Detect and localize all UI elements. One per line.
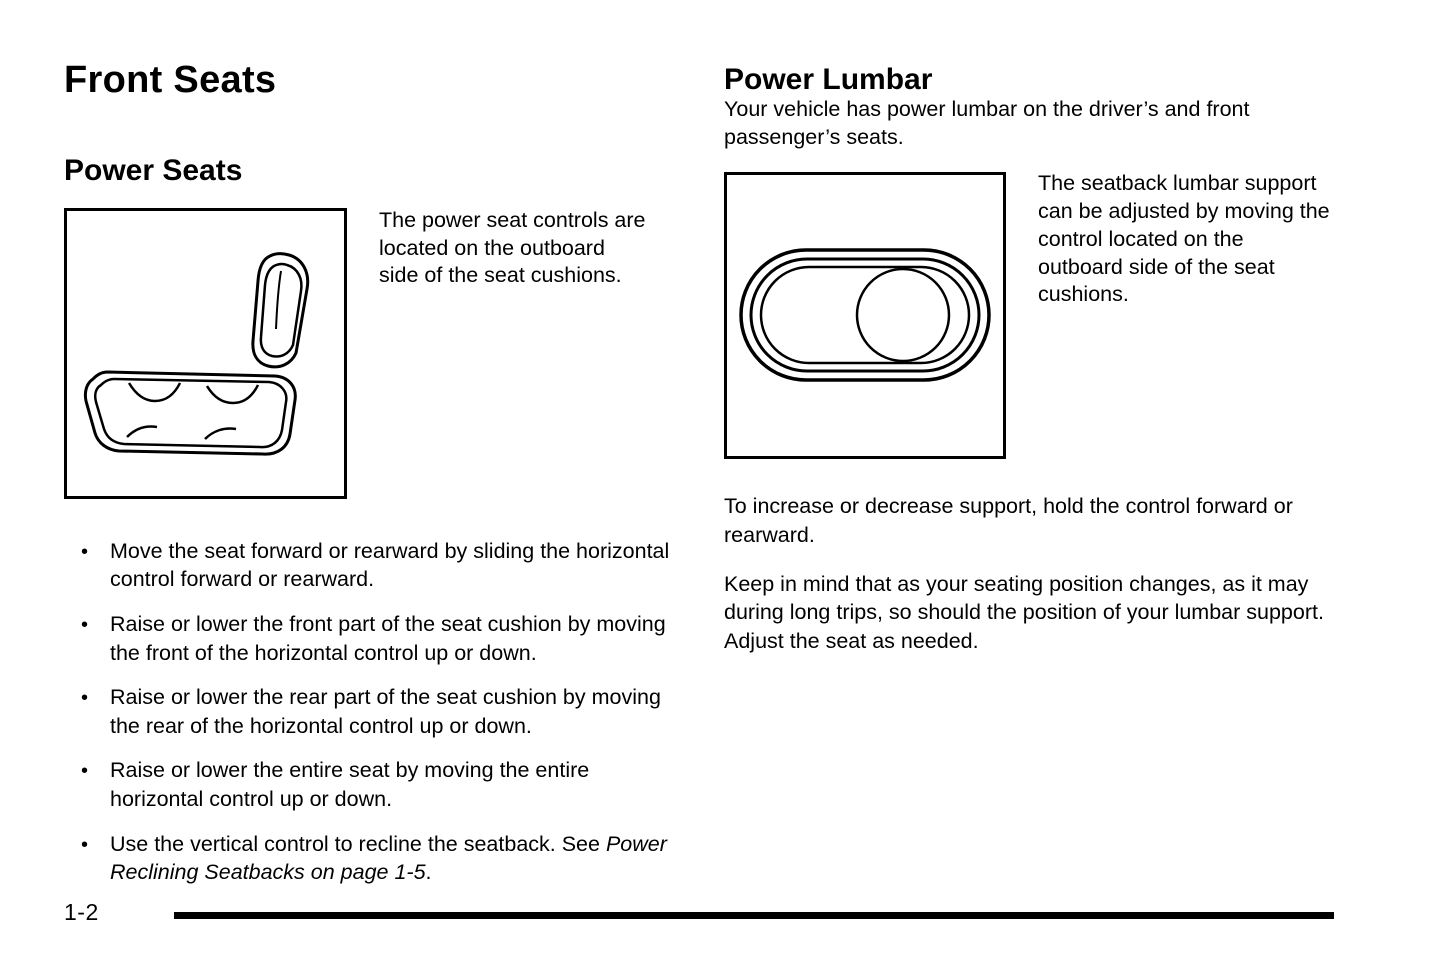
power-seats-bullet-list	[64, 537, 674, 887]
power-seat-control-illustration	[67, 211, 344, 496]
bullet-dot: •	[81, 540, 89, 563]
list-item-text: Raise or lower the front part of the seat cushion by moving the front of the horizontal control up or down.	[110, 611, 666, 665]
list-item	[64, 537, 674, 594]
section-heading-power-lumbar: Power Lumbar	[724, 63, 933, 96]
power-lumbar-control-diagram	[724, 172, 1006, 459]
list-item-text: Raise or lower the entire seat by moving the entire horizontal control up or down.	[110, 758, 590, 811]
list-item	[64, 756, 674, 813]
list-item-text-before: Use the vertical control to recline the seatback. See	[110, 831, 606, 856]
power-lumbar-figure-caption: The seatback lumbar support can be adjusted by moving the control located on the outboard side of the seat cushions.	[1038, 171, 1330, 307]
bullet-dot: •	[81, 687, 89, 710]
bullet-dot: •	[81, 760, 89, 783]
bullet-dot: •	[81, 613, 89, 636]
power-seats-figure-row	[64, 208, 674, 499]
list-item-text: Move the seat forward or rearward by sliding the horizontal control forward or rearward.	[110, 538, 670, 592]
power-lumbar-figure-row	[724, 172, 1339, 459]
power-lumbar-control-illustration	[727, 175, 1003, 456]
power-seat-control-diagram	[64, 208, 347, 499]
page-footer	[0, 873, 1445, 963]
cross-reference-link[interactable]: Power Reclining Seatbacks on page 1-5	[110, 831, 667, 885]
power-lumbar-paragraph-2: Keep in mind that as your seating position changes, as it may during long trips, so should the position of your lumbar support. Adjust the seat as needed.	[724, 572, 1324, 653]
list-item	[64, 610, 674, 667]
list-item-text-after: .	[425, 860, 432, 885]
list-item-text: Raise or lower the rear part of the seat cushion by moving the rear of the horizontal control up or down.	[110, 685, 661, 738]
bullet-dot: •	[81, 833, 89, 856]
section-heading-power-seats: Power Seats	[64, 153, 243, 187]
list-item	[64, 683, 674, 740]
power-lumbar-intro: Your vehicle has power lumbar on the driver’s and front passenger’s seats.	[724, 97, 1250, 149]
power-seats-figure-caption: The power seat controls are located on the outboard side of the seat cushions.	[379, 207, 646, 288]
page-title: Front Seats	[64, 59, 277, 101]
right-column	[724, 60, 1339, 676]
page-number: 1-2	[64, 899, 99, 925]
footer-divider	[174, 912, 1334, 919]
power-lumbar-paragraph-1: To increase or decrease support, hold the control forward or rearward.	[724, 494, 1293, 547]
left-column	[64, 60, 674, 903]
